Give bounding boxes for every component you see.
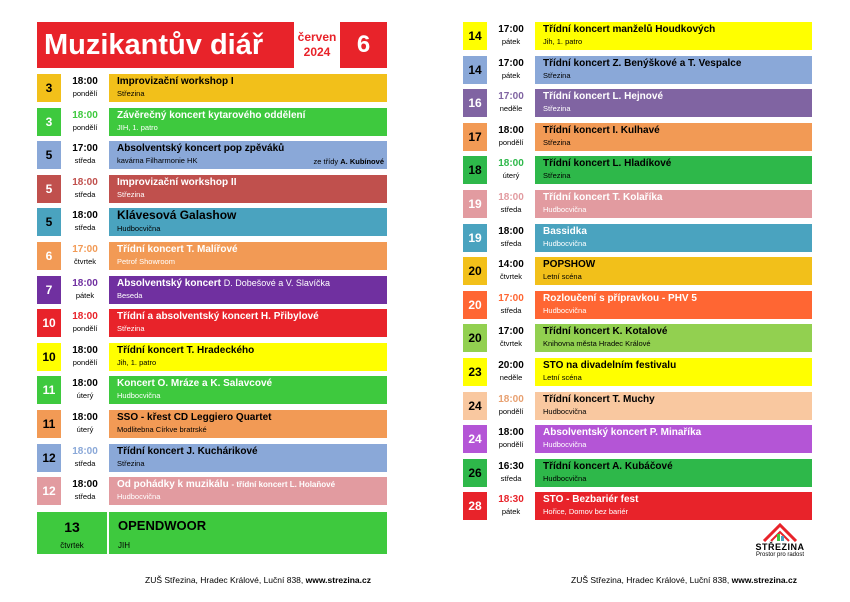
footer-address: ZUŠ Střezina, Hradec Králové, Luční 838,: [145, 575, 304, 585]
event-weekday: úterý: [76, 391, 94, 401]
event-weekday: pondělí: [498, 406, 524, 416]
event-weekday: pondělí: [72, 357, 98, 367]
event-title: [543, 190, 812, 204]
event-bar: [535, 224, 812, 252]
event-bar: [109, 276, 387, 304]
event-title: [543, 257, 812, 271]
event-day: 17: [463, 123, 487, 151]
event-weekday: pondělí: [72, 89, 98, 98]
event-time: 20:00: [498, 360, 524, 371]
event-day: 6: [37, 242, 61, 270]
event-bar: [109, 108, 387, 136]
event-time: 18:00: [72, 277, 98, 289]
event-time: 18:00: [72, 210, 98, 222]
event-title: [117, 410, 387, 424]
event-title: [543, 324, 812, 338]
event-weekday: pátek: [501, 37, 521, 46]
event-venue: Beseda: [117, 290, 143, 300]
event-day: 26: [463, 459, 487, 487]
event-day: 3: [37, 74, 61, 102]
event-bar: [109, 477, 387, 505]
event-weekday: čtvrtek: [499, 339, 523, 349]
event-time: 18:00: [72, 479, 98, 491]
event-row: [463, 358, 812, 386]
event-row: [463, 425, 812, 453]
event-title: [543, 459, 812, 473]
event-day: 10: [37, 309, 61, 337]
event-time: 14:00: [498, 259, 524, 271]
event-day: 16: [463, 89, 487, 117]
event-venue: JIH, 1. patro: [117, 122, 158, 132]
event-time: 18:00: [498, 124, 524, 136]
event-time: 18:00: [72, 378, 98, 390]
page-title: Muzikantův diář: [37, 22, 294, 68]
featured-event: [37, 512, 387, 554]
event-bar: [535, 291, 812, 319]
event-time: 18:00: [498, 393, 524, 405]
footer-website-link[interactable]: www.strezina.cz: [305, 575, 371, 585]
event-title: [543, 156, 812, 170]
event-bar: [535, 324, 812, 352]
event-title-text: Třídní koncert J. Kuchárikové: [117, 445, 258, 457]
footer-address: ZUŠ Střezina, Hradec Králové, Luční 838,: [571, 575, 730, 585]
event-bar: [109, 208, 387, 236]
event-venue: Hudbocvična: [117, 391, 161, 401]
event-weekday: pondělí: [72, 122, 98, 132]
event-venue: Střezina: [117, 324, 145, 334]
event-venue: Střezina: [543, 104, 571, 114]
event-venue: Hudbocvična: [543, 440, 587, 450]
event-row: [463, 56, 812, 84]
event-title-text: Třídní koncert T. Muchy: [543, 393, 655, 405]
event-time: 18:00: [72, 176, 98, 188]
event-title-text: Klávesová Galashow: [117, 208, 237, 223]
event-venue: Petrof Showroom: [117, 257, 175, 266]
event-title-text: Závěrečný koncert kytarového oddělení: [117, 109, 306, 121]
event-row: [37, 276, 387, 304]
event-bar: [535, 425, 812, 453]
event-time: 18:00: [72, 76, 98, 87]
event-day: 20: [463, 257, 487, 285]
event-row: [463, 492, 812, 520]
event-day: 19: [463, 190, 487, 218]
event-weekday: pátek: [75, 290, 95, 300]
event-weekday: úterý: [502, 171, 520, 181]
event-row: [463, 89, 812, 117]
featured-event-day: 13: [64, 519, 80, 535]
event-time: 18:00: [72, 109, 98, 121]
event-row: [37, 376, 387, 404]
event-day: 18: [463, 156, 487, 184]
event-weekday: středa: [500, 205, 522, 214]
event-time: 17:00: [498, 292, 524, 304]
house-roof-icon: [760, 522, 800, 542]
event-title: [117, 141, 387, 155]
event-time: 18:00: [72, 311, 98, 323]
event-weekday: neděle: [499, 373, 523, 382]
event-title: [117, 175, 387, 189]
event-row: [463, 22, 812, 50]
event-title: [543, 392, 812, 406]
event-day: 20: [463, 324, 487, 352]
event-title-text: Třídní koncert I. Kulhavé: [543, 124, 660, 136]
event-bar: [535, 392, 812, 420]
event-title-text: Absolventský koncert P. Minaříka: [543, 427, 702, 439]
event-venue: Střezina: [117, 189, 145, 199]
event-time: 17:00: [72, 244, 98, 255]
event-weekday: pondělí: [498, 137, 524, 147]
event-bar: [109, 242, 387, 270]
event-venue: Střezina: [543, 137, 571, 147]
event-weekday: středa: [74, 492, 96, 502]
event-row: [463, 459, 812, 487]
event-day: 5: [37, 175, 61, 203]
event-note-name: A. Kubínové: [340, 157, 384, 167]
event-day: 28: [463, 492, 487, 520]
event-title: [117, 376, 387, 390]
event-weekday: středa: [500, 473, 522, 483]
event-time: 18:30: [498, 494, 524, 506]
event-title: [543, 123, 812, 137]
event-time: 17:00: [498, 57, 524, 69]
event-venue: Střezina: [117, 458, 145, 468]
event-note-text: ze třídy: [313, 157, 339, 167]
footer-website-link[interactable]: www.strezina.cz: [731, 575, 797, 585]
event-title: [543, 492, 812, 506]
event-row: [37, 74, 387, 102]
event-bar: [535, 257, 812, 285]
event-title-text: POPSHOW: [543, 259, 596, 271]
event-bar: [535, 56, 812, 84]
event-day: 7: [37, 276, 61, 304]
event-title: [117, 208, 387, 223]
event-bar: [109, 175, 387, 203]
event-day: 24: [463, 392, 487, 420]
event-row: [37, 477, 387, 505]
event-title-text: Od pohádky k muzikálu: [117, 479, 229, 491]
event-row: [463, 123, 812, 151]
featured-event-bar: [109, 512, 387, 554]
event-day: 14: [463, 56, 487, 84]
logo-name: STŘEZINA: [755, 542, 805, 552]
month-name: červen: [297, 30, 337, 44]
event-bar: [535, 123, 812, 151]
event-weekday: čtvrtek: [73, 257, 97, 266]
event-title: [543, 358, 812, 372]
event-venue: Střezina: [543, 171, 571, 181]
event-row: [37, 444, 387, 472]
event-day: 11: [37, 410, 61, 438]
event-time: 18:00: [498, 427, 524, 439]
footer-right: [571, 575, 797, 585]
event-venue: Hudbocvična: [543, 473, 587, 483]
event-weekday: středa: [500, 305, 522, 315]
event-title-text: Třídní koncert T. Hradeckého: [117, 344, 255, 356]
featured-event-day-box: [37, 512, 107, 554]
footer-left: [145, 575, 371, 585]
event-row: [37, 141, 387, 169]
event-time: 18:00: [72, 412, 98, 423]
event-title-text: SSO - křest CD Leggiero Quartet: [117, 412, 272, 423]
event-venue: Hudbocvična: [543, 205, 587, 214]
event-venue: Letní scéna: [543, 373, 582, 382]
event-venue: Hudbocvična: [117, 492, 161, 502]
event-row: [37, 208, 387, 236]
event-time: 17:00: [72, 143, 98, 155]
event-weekday: neděle: [499, 104, 523, 114]
event-note: [314, 156, 384, 167]
event-time: 18:00: [498, 225, 524, 237]
event-row: [463, 324, 812, 352]
event-bar: [109, 141, 387, 169]
event-venue: Jih, 1. patro: [543, 37, 583, 46]
event-title: [543, 291, 812, 305]
event-day: 19: [463, 224, 487, 252]
event-title-text: Bassidka: [543, 225, 587, 237]
event-row: [37, 108, 387, 136]
event-title: [543, 425, 812, 439]
event-venue: Hořice, Domov bez bariér: [543, 507, 629, 517]
event-title: [117, 309, 387, 323]
event-time: 18:00: [498, 158, 524, 170]
event-title-text: Koncert O. Mráze a K. Salavcové: [117, 378, 273, 390]
event-row: [37, 343, 387, 371]
event-time: 18:00: [498, 192, 524, 203]
event-title: [117, 343, 387, 357]
event-row: [37, 242, 387, 270]
event-weekday: středa: [74, 156, 96, 166]
event-row: [463, 257, 812, 285]
event-title-text: Rozloučení s přípravkou - PHV 5: [543, 292, 697, 304]
event-venue: Jih, 1. patro: [117, 357, 157, 367]
event-weekday: středa: [74, 458, 96, 468]
event-weekday: pátek: [501, 70, 521, 80]
event-day: 10: [37, 343, 61, 371]
event-title: [117, 276, 387, 290]
event-title-text: Třídní koncert L. Hejnové: [543, 91, 664, 103]
event-weekday: středa: [74, 189, 96, 199]
month-label: [294, 22, 340, 68]
event-bar: [109, 74, 387, 102]
event-time: 17:00: [498, 91, 524, 103]
event-day: 24: [463, 425, 487, 453]
event-row: [37, 175, 387, 203]
event-title: [117, 108, 387, 122]
event-row: [463, 156, 812, 184]
event-row: [463, 291, 812, 319]
event-title: [117, 477, 387, 491]
event-bar: [535, 156, 812, 184]
event-title-text: STO na divadelním festivalu: [543, 360, 677, 371]
event-title: [117, 242, 387, 256]
event-weekday: středa: [74, 223, 96, 233]
event-bar: [535, 459, 812, 487]
event-title-text: Třídní koncert K. Kotalové: [543, 326, 668, 338]
event-day: 12: [37, 444, 61, 472]
event-time: 16:30: [498, 460, 524, 472]
event-weekday: pondělí: [72, 324, 98, 334]
event-bar: [535, 89, 812, 117]
event-day: 12: [37, 477, 61, 505]
event-title: [543, 22, 812, 36]
event-weekday: pondělí: [498, 440, 524, 450]
event-day: 3: [37, 108, 61, 136]
event-title: [543, 224, 812, 238]
event-time: 18:00: [72, 445, 98, 457]
event-bar: [109, 376, 387, 404]
event-title-text: Třídní koncert A. Kubáčové: [543, 460, 673, 472]
event-venue: Letní scéna: [543, 272, 582, 282]
event-venue: Střezina: [117, 89, 145, 98]
event-title-text: STO - Bezbariér fest: [543, 494, 639, 506]
event-title-text: Improvizační workshop I: [117, 76, 234, 87]
event-title: [117, 74, 387, 88]
event-title: [117, 444, 387, 458]
event-day: 20: [463, 291, 487, 319]
strezina-logo: [747, 522, 813, 562]
event-title-text: Improvizační workshop II: [117, 176, 237, 188]
event-bar: [109, 410, 387, 438]
event-title-text: Třídní koncert L. Hladíkové: [543, 158, 672, 170]
event-time: 17:00: [498, 24, 524, 35]
event-venue: Hudbocvična: [543, 406, 587, 416]
event-time: 17:00: [498, 326, 524, 338]
event-venue: Modlitebna Církve bratrské: [117, 425, 207, 434]
event-venue: Hudbocvična: [543, 238, 587, 248]
event-venue: Hudbocvična: [117, 224, 161, 234]
event-day: 14: [463, 22, 487, 50]
event-day: 11: [37, 376, 61, 404]
event-bar: [535, 190, 812, 218]
event-weekday: čtvrtek: [499, 272, 523, 282]
month-number: 6: [340, 22, 387, 68]
event-venue: Knihovna města Hradec Králové: [543, 339, 651, 349]
event-venue: kavárna Filharmonie HK: [117, 156, 198, 166]
event-day: 23: [463, 358, 487, 386]
event-title-text: Třídní koncert T. Kolaříka: [543, 192, 663, 203]
logo-tagline: Prostor pro radost: [755, 552, 805, 558]
event-title: [543, 89, 812, 103]
event-title-text: Třídní koncert Z. Benýškové a T. Vespalce: [543, 57, 742, 69]
event-venue: Střezina: [543, 70, 571, 80]
event-row: [37, 309, 387, 337]
event-bar: [535, 22, 812, 50]
event-title: [543, 56, 812, 70]
event-title-text: Třídní koncert manželů Houdkových: [543, 24, 716, 35]
event-day: 5: [37, 208, 61, 236]
event-title-text: Třídní koncert T. Malířové: [117, 244, 238, 255]
event-title-sub: - třídní koncert L. Holaňové: [231, 480, 336, 490]
event-weekday: úterý: [76, 425, 94, 434]
event-bar: [535, 492, 812, 520]
event-bar: [535, 358, 812, 386]
event-title-text: Absolventský koncert: [117, 277, 221, 289]
featured-event-title: OPENDWOOR: [118, 518, 207, 533]
event-weekday: pátek: [501, 507, 521, 517]
event-bar: [109, 444, 387, 472]
event-time: 18:00: [72, 344, 98, 356]
event-bar: [109, 343, 387, 371]
year: 2024: [303, 45, 331, 59]
event-venue: Hudbocvična: [543, 305, 587, 315]
event-row: [37, 410, 387, 438]
event-bar: [109, 309, 387, 337]
event-title-sub: D. Dobešové a V. Slavíčka: [223, 277, 330, 288]
event-row: [463, 224, 812, 252]
event-row: [463, 190, 812, 218]
event-title-text: Absolventský koncert pop zpěváků: [117, 143, 285, 155]
event-row: [463, 392, 812, 420]
event-day: 5: [37, 141, 61, 169]
event-weekday: středa: [500, 238, 522, 248]
featured-event-venue: JIH: [118, 541, 130, 550]
event-title-text: Třídní a absolventský koncert H. Přibylové: [117, 311, 319, 323]
featured-event-weekday: čtvrtek: [60, 541, 84, 550]
